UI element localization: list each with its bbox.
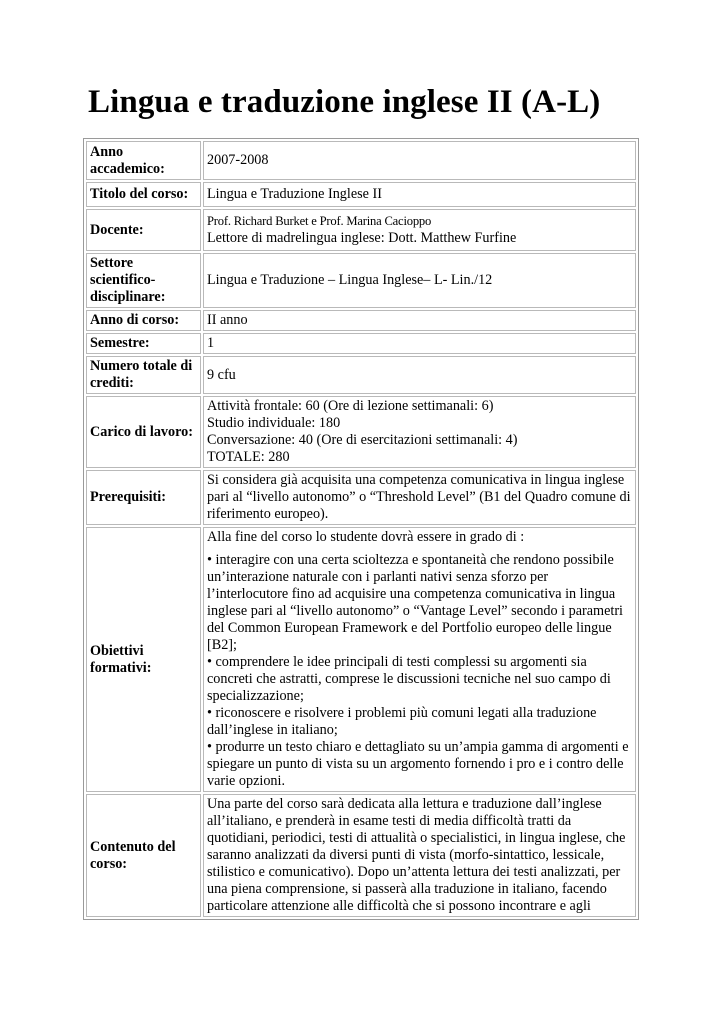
semestre-value: 1 <box>203 333 636 354</box>
titolo-corso-value: Lingua e Traduzione Inglese II <box>203 182 636 207</box>
table-row <box>86 470 636 525</box>
docente-lettore: Lettore di madrelingua inglese: Dott. Matthew Furfine <box>207 230 517 246</box>
table-row <box>86 333 636 354</box>
obiettivi-item: • riconoscere e risolvere i problemi più comuni legati alla traduzione dall’inglese in italiano; <box>207 705 597 738</box>
anno-corso-label: Anno di corso: <box>86 310 201 331</box>
table-row <box>86 209 636 251</box>
settore-value: Lingua e Traduzione – Lingua Inglese– L- Lin./12 <box>203 253 636 308</box>
semestre-label: Semestre: <box>86 333 201 354</box>
anno-corso-value: II anno <box>203 310 636 331</box>
settore-label: Settore scientifico-disciplinare: <box>86 253 201 308</box>
table-row <box>86 182 636 207</box>
carico-line: Studio individuale: 180 <box>207 415 341 431</box>
obiettivi-item: • comprendere le idee principali di testi complessi su argomenti sia concreti che astratti, comprese le discussioni tecniche nel suo campo di specializzazione; <box>207 654 611 704</box>
carico-line: Attività frontale: 60 (Ore di lezione settimanali: 6) <box>207 398 494 414</box>
prerequisiti-value: Si considera già acquisita una competenza comunicativa in lingua inglese pari al “livello autonomo” o “Threshold Level” (B1 del Quadro comune di riferimento europeo). <box>203 470 636 525</box>
obiettivi-item: • produrre un testo chiaro e dettagliato su un’ampia gamma di argomenti e spiegare un punto di vista su un argomento fornendo i pro e i contro delle varie opzioni. <box>207 739 629 789</box>
carico-line: TOTALE: 280 <box>207 449 290 465</box>
obiettivi-label: Obiettivi formativi: <box>86 527 201 792</box>
contenuto-label: Contenuto del corso: <box>86 794 201 917</box>
table-row <box>86 794 636 917</box>
carico-label: Carico di lavoro: <box>86 396 201 468</box>
prerequisiti-label: Prerequisiti: <box>86 470 201 525</box>
docente-label: Docente: <box>86 209 201 251</box>
course-info-table <box>83 138 639 920</box>
table-row <box>86 141 636 180</box>
carico-line: Conversazione: 40 (Ore di esercitazioni settimanali: 4) <box>207 432 518 448</box>
docente-value <box>203 209 636 251</box>
table-row <box>86 356 636 394</box>
contenuto-value: Una parte del corso sarà dedicata alla lettura e traduzione dall’inglese all’italiano, e prenderà in esame testi di media difficoltà tratti da quotidiani, periodici, testi di attualità o specialistici, in lingua inglese, che saranno analizzati da diversi punti di vista (morfo-sintattico, lessicale, stilistico e comunicativo). Dopo un’attenta lettura dei testi analizzati, per una piena comprensione, si passerà alla traduzione in italiano, facendo particolare attenzione alle difficoltà che si possono incontrare e agli <box>203 794 636 917</box>
crediti-label: Numero totale di crediti: <box>86 356 201 394</box>
table-row <box>86 253 636 308</box>
anno-accademico-value: 2007-2008 <box>203 141 636 180</box>
docente-professors: Prof. Richard Burket e Prof. Marina Cacioppo <box>207 214 432 228</box>
carico-value <box>203 396 636 468</box>
crediti-value: 9 cfu <box>203 356 636 394</box>
obiettivi-value <box>203 527 636 792</box>
table-row <box>86 527 636 792</box>
anno-accademico-label: Anno accademico: <box>86 141 201 180</box>
table-row <box>86 310 636 331</box>
table-row <box>86 396 636 468</box>
titolo-corso-label: Titolo del corso: <box>86 182 201 207</box>
obiettivi-item: • interagire con una certa scioltezza e spontaneità che rendono possibile un’interazione naturale con i parlanti nativi senza sforzo per l’interlocutore fino ad acquisire una competenza comunicativa in lingua inglese pari al “livello autonomo” o “Vantage Level” secondo i parametri del Common European Framework e del Portfolio europeo delle lingue [B2]; <box>207 552 624 653</box>
obiettivi-intro: Alla fine del corso lo studente dovrà essere in grado di : <box>207 529 525 545</box>
page-title: Lingua e traduzione inglese II (A-L) <box>88 84 601 120</box>
